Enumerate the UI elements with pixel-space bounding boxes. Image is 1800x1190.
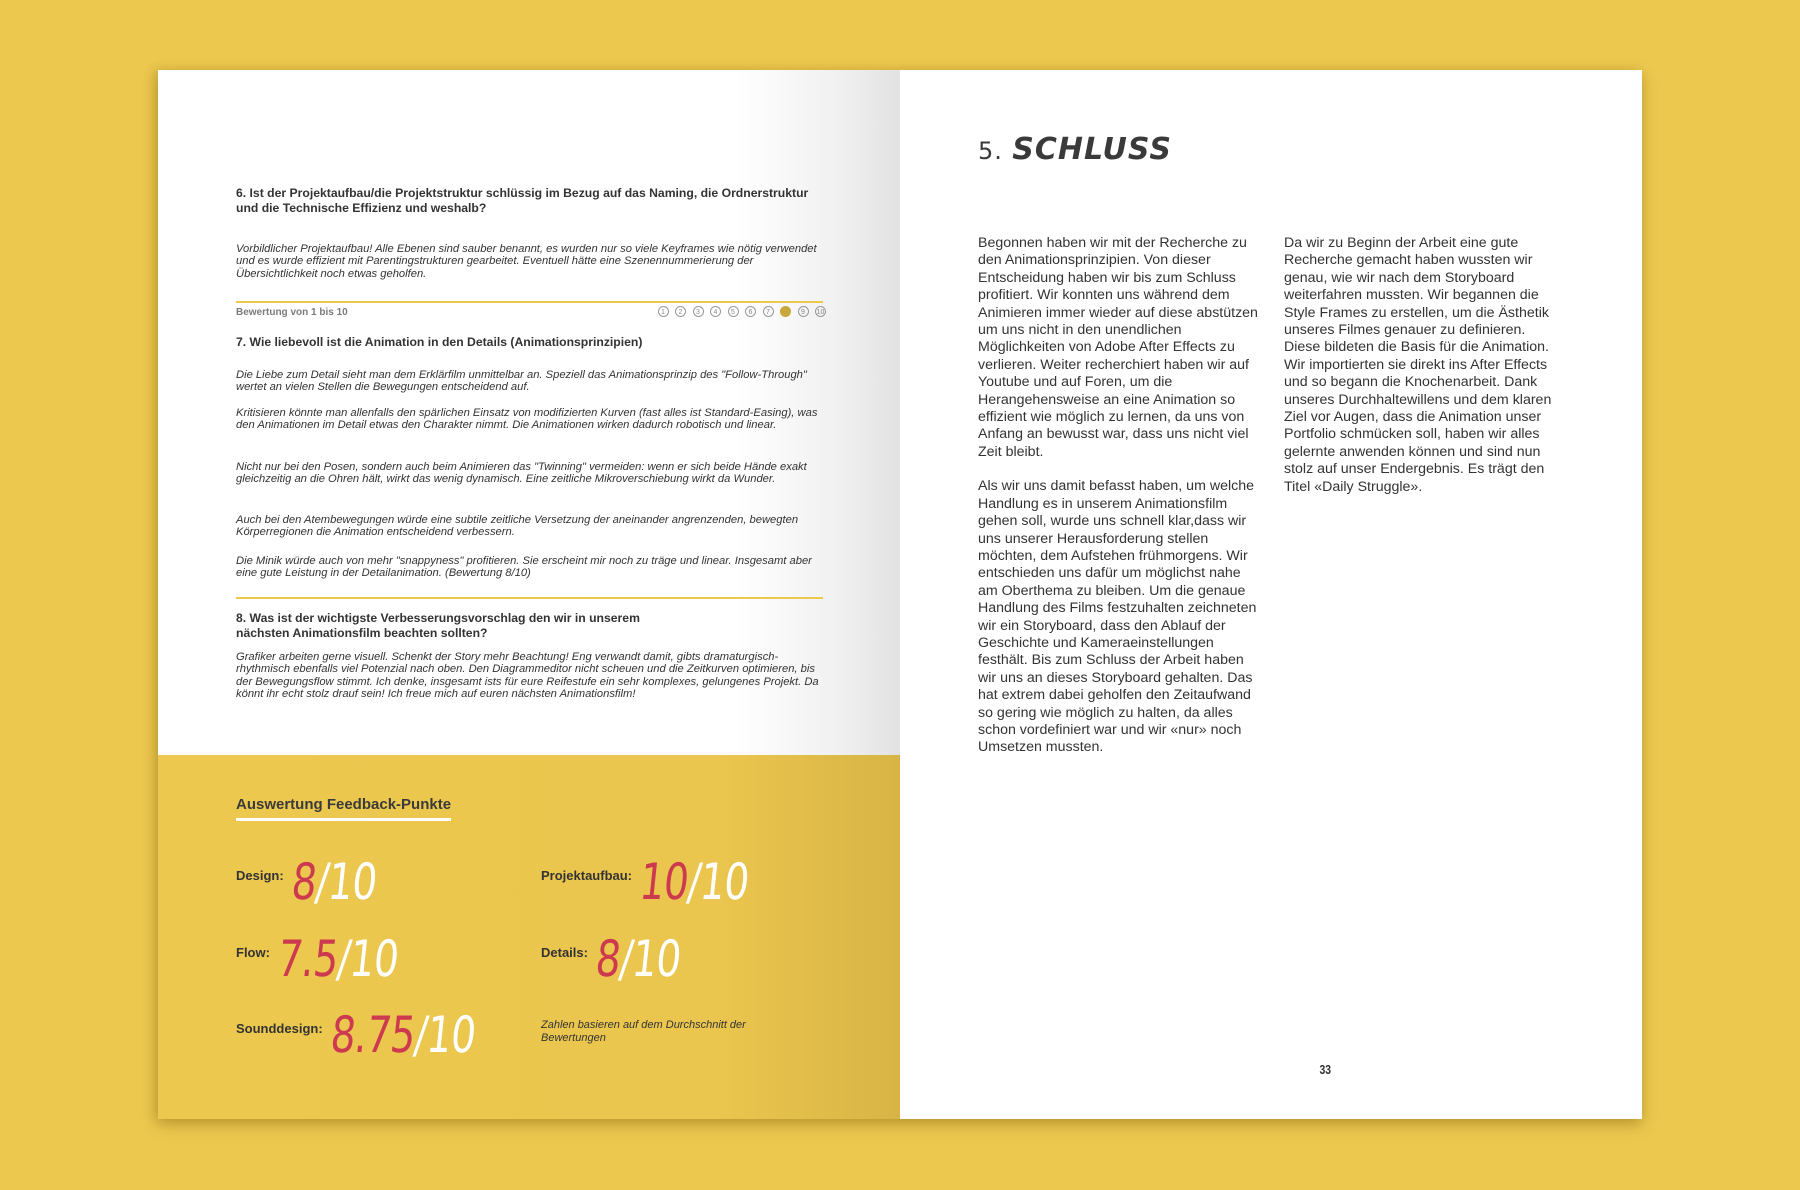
score-value: 8.75/10: [327, 1006, 478, 1064]
text-column-1: [978, 235, 1258, 774]
rating-option-7: 7: [763, 306, 774, 317]
score-label: Sounddesign:: [236, 1021, 323, 1036]
rating-option-2: 2: [675, 306, 686, 317]
rating-option-10: 10: [815, 306, 826, 317]
divider: [236, 597, 823, 599]
summary-title: Auswertung Feedback-Punkte: [236, 796, 451, 821]
rating-scale: [658, 306, 827, 317]
score-value: 7.5/10: [274, 930, 402, 988]
chapter-heading: [978, 132, 1172, 167]
question-8-answer: Grafiker arbeiten gerne visuell. Schenkt der Story mehr Beachtung! Eng verwandt damit, gibts dramaturgisch-rhythmisch ebenfalls viel Potenzial nach oben. Den Diagrammeditor nicht scheuen und die Zeitkurven optimieren, bis der Bewegungsflow stimmt. Ich denke, insgesamt ists für eure Reifestufe ein sehr komplexes, gelungenes Projekt. Da könnt ihr echt stolz drauf sein! Ich freue mich auf euren nächsten Animationsfilm!: [236, 651, 819, 701]
page-number: 33: [1319, 1062, 1332, 1077]
score-sounddesign: [236, 1007, 515, 1063]
paragraph: Begonnen haben wir mit der Recherche zu den Animationsprinzipien. Von dieser Entscheidung haben wir bis zum Schluss profitiert. Wir konnten uns während dem Animieren immer wieder auf diese abstützen um uns nicht in den unendlichen Möglichkeiten von Adobe After Effects zu verlieren. Weiter recherchiert haben wir auf Youtube und auf Foren, um die Herangehensweise an eine Animation so effizient wie möglich zu lernen, da uns von Anfang an bewusst war, dass uns nicht viel Zeit bleibt.: [978, 235, 1258, 460]
rating-option-9: 9: [798, 306, 809, 317]
score-label: Details:: [541, 945, 588, 960]
summary-footnote: Zahlen basieren auf dem Durchschnitt der Bewertungen: [541, 1019, 746, 1044]
score-projektaufbau: [541, 854, 779, 910]
magazine-spread: [158, 70, 1642, 1119]
question-7-answer-2: Kritisieren könnte man allenfalls den spärlichen Einsatz von modifizierten Kurven (fast alles ist Standard-Easing), was den Animationen im Detail etwas den Charakter nimmt. Die Animationen wirken dadurch robotisch und linear.: [236, 407, 818, 432]
question-8-title: 8. Was ist der wichtigste Verbesserungsvorschlag den wir in unserem nächsten Animationsfilm beachten sollten?: [236, 611, 640, 640]
question-7-answer-5: Die Minik würde auch von mehr "snappyness" profitieren. Sie erscheint mir noch zu träge und linear. Insgesamt aber eine gute Leistung in der Detailanimation. (Bewertung 8/10): [236, 555, 812, 580]
score-value: 8/10: [592, 930, 684, 988]
paragraph: Als wir uns damit befasst haben, um welche Handlung es in unserem Animationsfilm gehen soll, wurde uns schnell klar,dass wir uns unserer Herausforderung stellen möchten, dem Aufstehen frühmorgens. Wir entschieden uns dafür um möglichst nahe am Oberthema zu bleiben. Um die genaue Handlung des Films festzuhalten zeichneten wir ein Storyboard, dass den Ablauf der Geschichte und Kameraeinstellungen festhält. Bis zum Schluss der Arbeit haben wir uns an dieses Storyboard gehalten. Das hat extrem dabei geholfen den Zeitaufwand so gering wie möglich zu halten, da alles schon vordefiniert war und wir «nur» noch Umsetzen mussten.: [978, 478, 1257, 756]
chapter-number: 5.: [978, 137, 1003, 165]
score-details: [541, 931, 704, 987]
score-flow: [236, 931, 432, 987]
score-label: Flow:: [236, 945, 270, 960]
right-page: [900, 70, 1642, 1119]
feedback-summary-panel: [158, 755, 900, 1119]
rating-option-5: 5: [728, 306, 739, 317]
text-column-2: [1284, 235, 1564, 513]
question-6-title: 6. Ist der Projektaufbau/die Projektstruktur schlüssig im Bezug auf das Naming, die Ordnerstruktur und die Technische Effizienz und weshalb?: [236, 186, 809, 215]
score-label: Design:: [236, 868, 284, 883]
question-7-answer-4: Auch bei den Atembewegungen würde eine subtile zeitliche Versetzung der aneinander angrenzenden, bewegten Körperregionen die Animation entscheidend verbessern.: [236, 514, 799, 539]
score-value: 10/10: [636, 853, 752, 911]
divider: [236, 301, 823, 303]
rating-option-6: 6: [745, 306, 756, 317]
score-design: [236, 854, 400, 910]
rating-option-3: 3: [693, 306, 704, 317]
left-page: [158, 70, 900, 1119]
rating-option-1: 1: [658, 306, 669, 317]
paragraph: Da wir zu Beginn der Arbeit eine gute Recherche gemacht haben wussten wir genau, wie wir nach dem Storyboard weiterfahren mussten. Wir begannen die Style Frames zu erstellen, um die Ästhetik unseres Filmes genauer zu definieren. Diese bildeten die Basis für die Animation. Wir importierten sie direkt ins After Effects und so begann die Knochenarbeit. Dank unseres Durchhaltewillens und dem klaren Ziel vor Augen, dass die Animation unser Portfolio schmücken soll, haben wir alles gelernte anwenden können und sind nun stolz auf unser Endergebnis. Es trägt den Titel «Daily Struggle».: [1284, 235, 1552, 495]
chapter-title: SCHLUSS: [1012, 132, 1172, 167]
rating-label: Bewertung von 1 bis 10: [236, 307, 348, 318]
question-7-answer-1: Die Liebe zum Detail sieht man dem Erklärfilm unmittelbar an. Speziell das Animationsprinzip des "Follow-Through" wertet an vielen Stellen die Bewegungen entscheidend auf.: [236, 369, 807, 394]
rating-option-4: 4: [710, 306, 721, 317]
question-6-answer: Vorbildlicher Projektaufbau! Alle Ebenen sind sauber benannt, es wurden nur so viele Keyframes wie nötig verwendet und es wurde effizient mit Parentingstrukturen gearbeitet. Eventuell hätte eine Szenennummerierung der Übersichtlichkeit noch etwas geholfen.: [236, 243, 817, 280]
score-label: Projektaufbau:: [541, 868, 633, 883]
question-7-answer-3: Nicht nur bei den Posen, sondern auch beim Animieren das "Twinning" vermeiden: wenn er sich beide Hände exakt gleichzeitig an die Ohren hält, wirkt das wenig dynamisch. Eine zeitliche Mikroverschiebung wirkt da Wunder.: [236, 461, 807, 486]
score-value: 8/10: [288, 853, 380, 911]
rating-option-8: 8: [780, 306, 791, 317]
question-7-title: 7. Wie liebevoll ist die Animation in den Details (Animationsprinzipien): [236, 335, 643, 349]
